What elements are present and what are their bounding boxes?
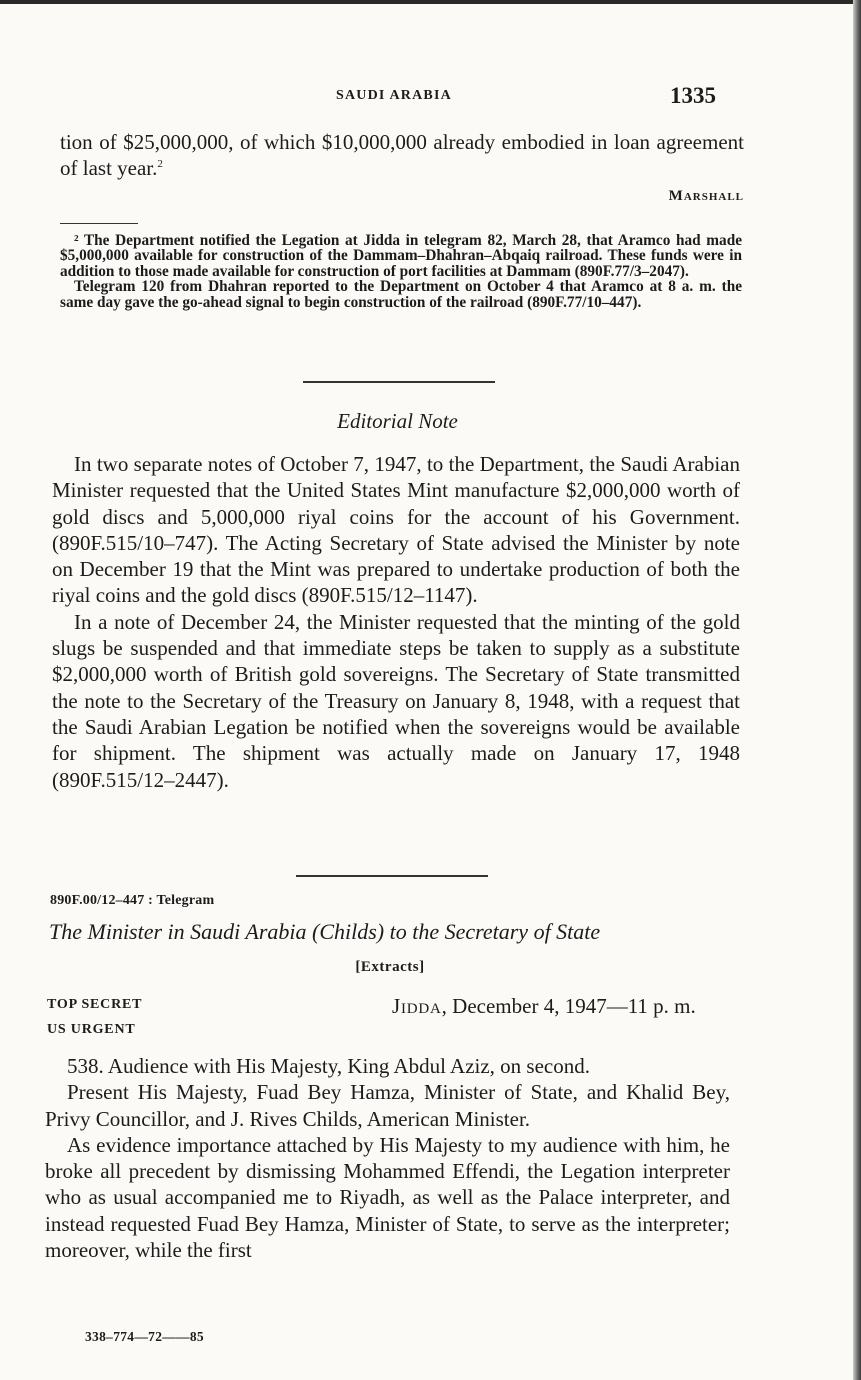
place: Jidda: [392, 994, 442, 1018]
editorial-paragraph: In two separate notes of October 7, 1947, to the Department, the Saudi Arabian Minister requested that the United States Mint manufacture $2,000,000 worth of gold discs and 5,000,000 riyal coins for the account of his Government. (890F.515/10–747). The Acting Secretary of State advised the Minister by note on December 19 that the Mint was prepared to undertake production of both the riyal coins and the gold discs (890F.515/12–1147).: [52, 452, 740, 608]
running-head: SAUDI ARABIA: [336, 88, 452, 103]
lead-paragraph: [60, 129, 744, 182]
page-top-edge: [0, 0, 861, 4]
dateline: [392, 994, 696, 1019]
page-right-edge: [853, 0, 861, 1380]
precedence-marking: US URGENT: [47, 1022, 136, 1037]
date: , December 4, 1947—11 p. m.: [441, 994, 696, 1018]
extracts-label: [Extracts]: [355, 959, 425, 975]
printer-code: 338–774—72——85: [85, 1329, 204, 1344]
page-number: 1335: [670, 83, 716, 108]
editorial-paragraph: In a note of December 24, the Minister requested that the minting of the gold slugs be suspended and that immediate steps be taken to supply as a substitute $2,000,000 worth of British gold sovereigns. The Secretary of State transmitted the note to the Secretary of the Treasury on January 8, 1948, with a request that the Saudi Arabian Legation be notified when the sovereigns would be available for shipment. The shipment was actually made on January 17, 1948 (890F.515/12–2447).: [52, 609, 740, 792]
telegram-paragraph: As evidence importance attached by His Majesty to my audience with him, he broke all precedent by dismissing Mohammed Effendi, the Legation interpreter who as usual accompanied me to Riyadh, as well as the Palace interpreter, and instead requested Fuad Bey Hamza, Minister of State, to serve as the interpreter; moreover, while the first: [45, 1132, 730, 1263]
telegram-paragraph: Present His Majesty, Fuad Bey Hamza, Minister of State, and Khalid Bey, Privy Councillor, and J. Rives Childs, American Minister.: [45, 1080, 730, 1131]
document-title: The Minister in Saudi Arabia (Childs) to the Secretary of State: [49, 919, 601, 944]
editorial-note-title: Editorial Note: [337, 409, 458, 433]
footnote-mark: 2: [157, 158, 163, 171]
footnote-rule: [60, 223, 138, 224]
footnote-2: ² The Department notified the Legation at Jidda in telegram 82, March 28, that Aramco had made $5,000,000 available for construction of the Dammam–Dhahran–Abqaiq railroad. These funds were in addition to those made available for construction of port facilities at Dammam (890F.77/3–2047).: [60, 232, 742, 280]
classification-marking: TOP SECRET: [47, 997, 143, 1012]
section-divider: [296, 875, 488, 877]
footnote-2-continuation: Telegram 120 from Dhahran reported to the Department on October 4 that Aramco at 8 a. m. the same day gave the go-ahead signal to begin construction of the railroad (890F.77/10–447).: [60, 278, 742, 311]
lead-text: tion of $25,000,000, of which $10,000,000 already embodied in loan agreement of last year.: [60, 130, 744, 181]
signature: Marshall: [668, 188, 744, 204]
footnotes: [60, 233, 742, 310]
editorial-note-body: [52, 451, 740, 793]
section-divider: [303, 381, 495, 383]
telegram-paragraph: 538. Audience with His Majesty, King Abdul Aziz, on second.: [67, 1054, 590, 1078]
file-reference: 890F.00/12–447 : Telegram: [50, 893, 215, 908]
telegram-body: [45, 1053, 730, 1263]
